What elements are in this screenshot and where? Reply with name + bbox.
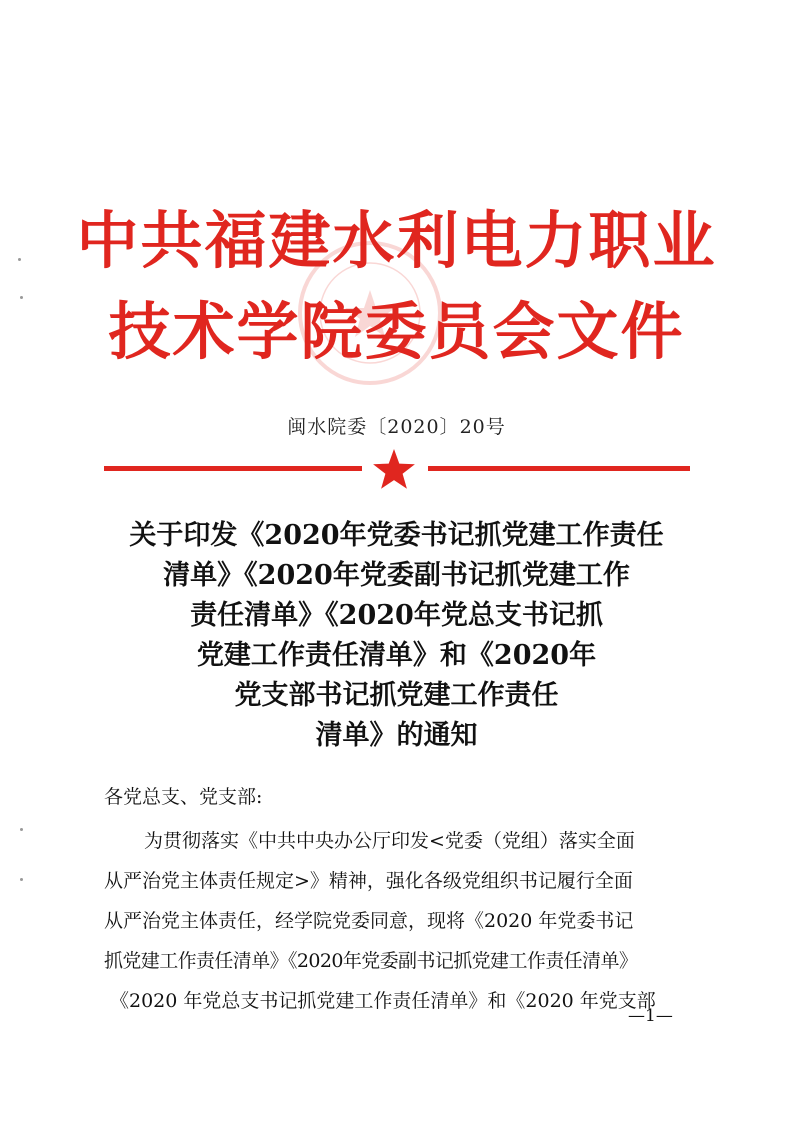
- scan-speck: [20, 878, 23, 881]
- red-divider-left: [104, 466, 362, 471]
- notice-title-line-2: 清单》《2020年党委副书记抓党建工作: [163, 560, 630, 591]
- scan-speck: [20, 828, 23, 831]
- scan-speck: [18, 258, 21, 261]
- star-icon: [372, 448, 416, 490]
- body-line-5: 《2020 年党总支书记抓党建工作责任清单》和《2020 年党支部: [110, 990, 656, 1012]
- issuer-header-line-2: 技术学院委员会文件: [108, 295, 685, 368]
- notice-title-line-3: 责任清单》《2020年党总支书记抓: [190, 600, 603, 631]
- salutation: 各党总支、党支部:: [104, 786, 263, 808]
- notice-title-line-1: 关于印发《2020年党委书记抓党建工作责任: [129, 520, 664, 551]
- scan-speck: [20, 296, 23, 299]
- notice-title-line-6: 清单》的通知: [315, 720, 478, 751]
- notice-title-line-4: 党建工作责任清单》和《2020年: [196, 640, 597, 671]
- document-number: 闽水院委〔2020〕20号: [287, 416, 506, 438]
- notice-title-line-5: 党支部书记抓党建工作责任: [234, 680, 559, 711]
- body-line-2: 从严治党主体责任规定>》精神，强化各级党组织书记履行全面: [104, 870, 633, 892]
- page-number: —1—: [628, 1006, 673, 1026]
- body-line-1: 为贯彻落实《中共中央办公厅印发<党委（党组）落实全面: [144, 830, 635, 852]
- issuer-header-line-1: 中共福建水利电力职业: [76, 204, 717, 277]
- body-line-3: 从严治党主体责任，经学院党委同意，现将《2020 年党委书记: [104, 910, 634, 932]
- body-line-4: 抓党建工作责任清单》《2020年党委副书记抓党建工作责任清单》: [104, 950, 638, 972]
- red-divider-right: [428, 466, 690, 471]
